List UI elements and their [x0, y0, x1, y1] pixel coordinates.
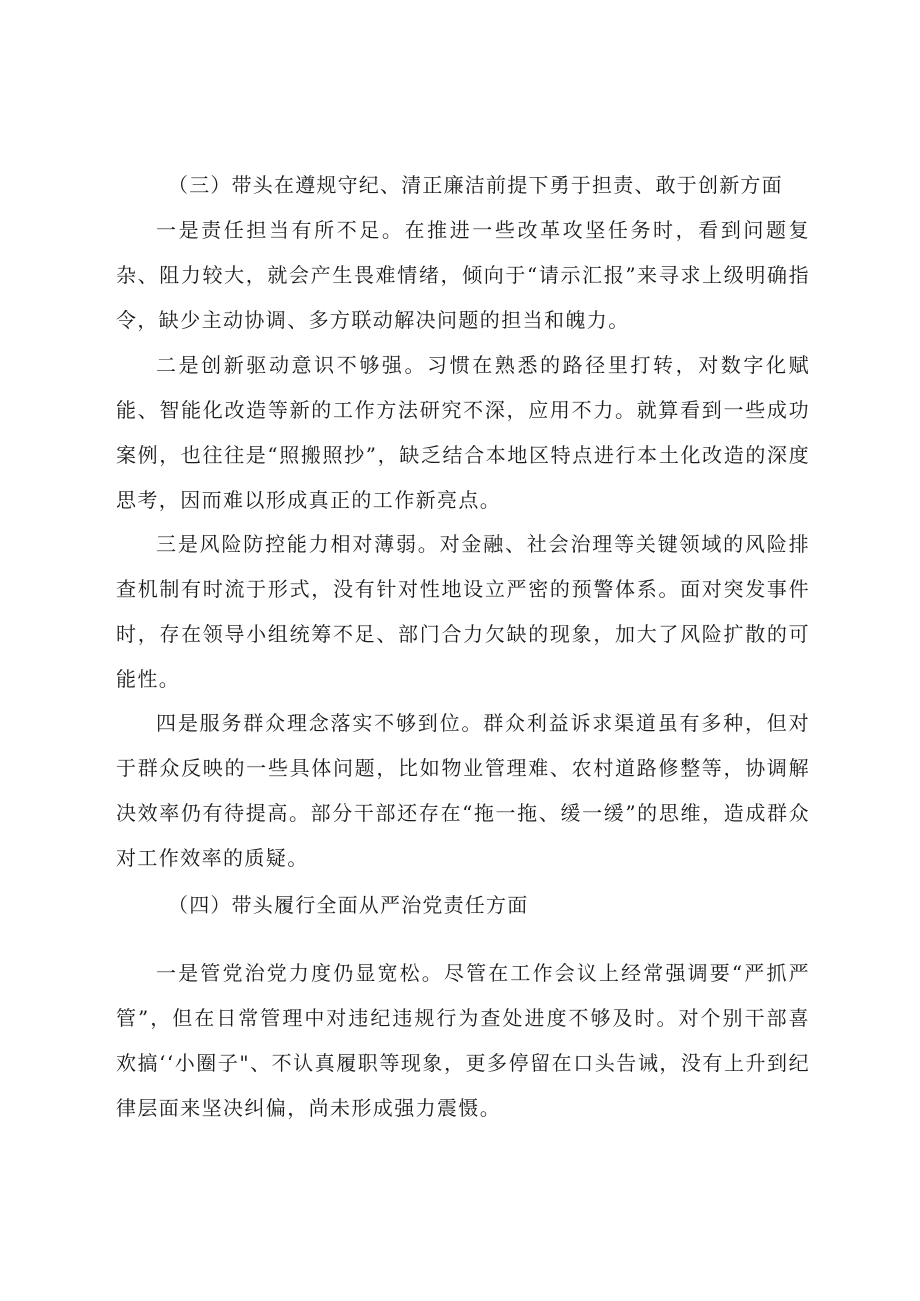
section-3-paragraph-2: 二是创新驱动意识不够强。习惯在熟悉的路径里打转，对数字化赋能、智能化改造等新的工作方法研究不深，应用不力。就算看到一些成功案例，也往往是“照搬照抄”，缺乏结合本地区特点进行本土化改造的深度思考，因而难以形成真正的工作新亮点。 — [116, 353, 810, 512]
section-4-heading: （四）带头履行全面从严治党责任方面 — [168, 893, 529, 917]
section-3-paragraph-4: 四是服务群众理念落实不够到位。群众利益诉求渠道虽有多种，但对于群众反映的一些具体问题，比如物业管理难、农村道路修整等，协调解决效率仍有待提高。部分干部还存在“拖一拖、缓一缓”的思维，造成群众对工作效率的质疑。 — [116, 711, 810, 870]
section-3-heading: （三）带头在遵规守纪、清正廉洁前提下勇于担责、敢于创新方面 — [168, 173, 783, 197]
section-4-paragraph-1: 一是管党治党力度仍显宽松。尽管在工作会议上经常强调要“严抓严管”，但在日常管理中对违纪违规行为查处进度不够及时。对个别干部喜欢搞‘‘小圈子"、不认真履职等现象，更多停留在口头告诫，没有上升到纪律层面来坚决纠偏，尚未形成强力震慑。 — [116, 961, 810, 1120]
section-3-paragraph-3: 三是风险防控能力相对薄弱。对金融、社会治理等关键领域的风险排查机制有时流于形式，没有针对性地设立严密的预警体系。面对突发事件时，存在领导小组统筹不足、部门合力欠缺的现象，加大了风险扩散的可能性。 — [116, 532, 810, 691]
section-3-paragraph-1: 一是责任担当有所不足。在推进一些改革攻坚任务时，看到问题复杂、阻力较大，就会产生畏难情绪，倾向于“请示汇报”来寻求上级明确指令，缺少主动协调、多方联动解决问题的担当和魄力。 — [116, 218, 810, 332]
